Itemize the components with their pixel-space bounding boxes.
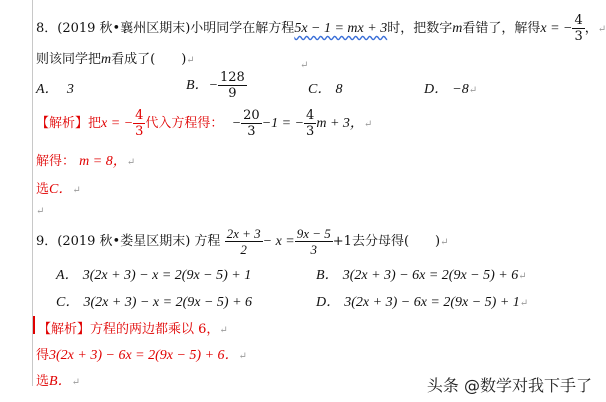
paragraph-mark: ↵ bbox=[300, 60, 309, 71]
q8-option-c: C． 8 bbox=[308, 82, 343, 97]
blank-paragraph-mark: ↵ bbox=[36, 206, 45, 217]
q8-stem-source: 8．(2019 秋•襄州区期末)小明同学在解方程 bbox=[36, 21, 295, 36]
q9-option-c: C． 3(2x + 3) − x = 2(9x − 5) + 6 bbox=[56, 295, 253, 310]
q8-stem-line2: 则该同学把m看成了( )↵ bbox=[36, 52, 195, 67]
q8-stem-line1: 8．(2019 秋•襄州区期末)小明同学在解方程5x − 1 = mx + 3时，把数字m看错了，解得x = − $\frac{4}{3}$ ，↵ bbox=[36, 13, 606, 44]
q8-option-b: B．− $\frac{128}{9}$ bbox=[186, 70, 245, 101]
q8-equation: 5x − 1 = mx + 3 bbox=[294, 21, 388, 36]
q8-analysis: 【解析】把x = − $\frac{4}{3}$ 代入方程得： − $\frac{20}{3}$ −1 = − $\frac{4}{3}$ m + 3，↵ bbox=[36, 108, 373, 139]
analysis-bar bbox=[33, 316, 35, 334]
q8-stem-fraction: $\frac{4}{3}$ bbox=[574, 13, 583, 44]
q9-option-d: D． 3(2x + 3) − 6x = 2(9x − 5) + 1↵ bbox=[316, 295, 529, 310]
q8-solve: 解得： m = 8，↵ bbox=[36, 154, 136, 169]
analysis-label: 【解析】 bbox=[36, 116, 89, 131]
q9-option-b: B． 3(2x + 3) − 6x = 2(9x − 5) + 6↵ bbox=[316, 268, 527, 283]
analysis-label: 【解析】 bbox=[38, 322, 91, 337]
q8-choose: 选C．↵ bbox=[36, 182, 81, 197]
q9-choose: 选B．↵ bbox=[36, 374, 80, 389]
q9-result: 得3(2x + 3) − 6x = 2(9x − 5) + 6．↵ bbox=[36, 348, 247, 363]
watermark: 头条 @数学对我下手了 bbox=[426, 376, 592, 395]
q9-analysis: 【解析】方程的两边都乘以 6，↵ bbox=[38, 322, 228, 337]
q8-option-d: D． −8↵ bbox=[424, 82, 478, 97]
q9-stem-source: 9．(2019 秋•娄星区期末) 方程 bbox=[36, 234, 221, 249]
q8-option-a: A． 3 bbox=[36, 82, 74, 97]
q9-option-a: A． 3(2x + 3) − x = 2(9x − 5) + 1 bbox=[56, 268, 252, 283]
q9-stem: 9．(2019 秋•娄星区期末) 方程 $\frac{2x + 3}{2}$ − x = $\frac{9x - 5}{3}$ +1去分母得( )↵ bbox=[36, 226, 449, 257]
